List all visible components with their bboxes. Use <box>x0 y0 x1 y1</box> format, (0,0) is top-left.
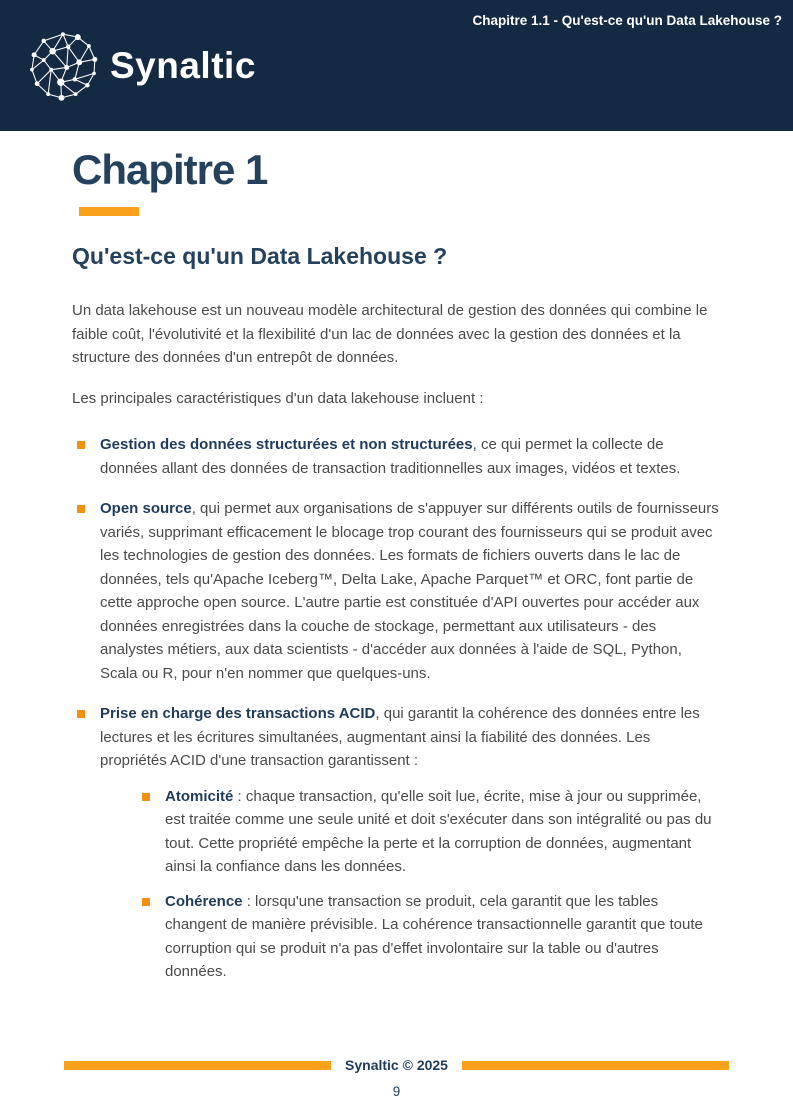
list-item-text <box>165 890 721 984</box>
bullet-square-icon <box>142 793 150 801</box>
footer-copyright: Synaltic © 2025 <box>345 1057 448 1073</box>
list-item-text <box>100 497 721 685</box>
list-item-text <box>100 433 721 480</box>
bullet-square-icon <box>77 441 85 449</box>
list-item-lead: Prise en charge des transactions ACID <box>100 705 376 722</box>
page-title: Chapitre 1 <box>72 146 268 193</box>
list-item-lead: Atomicité <box>165 787 234 805</box>
intro-paragraph: Un data lakehouse est un nouveau modèle architectural de gestion des données qui combine le faible coût, l'évolutivité et la flexibilité d'un lac de données avec la gestion des données et la structure des données d'un entrepôt de données. <box>72 302 708 366</box>
bullet-square-icon <box>77 505 85 513</box>
list-item-text <box>100 702 721 984</box>
list-item <box>72 497 721 685</box>
list-item-text <box>165 785 721 879</box>
list-item-body: , qui garantit la cohérence des données entre les lectures et les écritures simultanées, augmentant ainsi la fiabilité des données. Les propriétés ACID d'une transaction garantissent : <box>100 705 700 769</box>
list-item-lead: Gestion des données structurées et non structurées <box>100 436 473 453</box>
document-body <box>0 131 793 1057</box>
synaltic-logo <box>26 29 256 103</box>
list-item-body: : lorsqu'une transaction se produit, cela garantit que les tables changent de manière prévisible. La cohérence transactionnelle garantit que toute corruption qui se produit n'a pas d'effet involontaire sur la table ou d'autres données. <box>165 892 703 980</box>
list-item-body: : chaque transaction, qu'elle soit lue, écrite, mise à jour ou supprimée, est traitée comme une seule unité et doit s'exécuter dans son intégralité ou pas du tout. Cette propriété empêche la perte et la corruption de données, augmentant ainsi la confiance dans les données. <box>165 787 712 875</box>
list-item <box>137 890 721 984</box>
footer-rule-left <box>64 1061 331 1070</box>
footer-rule-row <box>64 1057 729 1073</box>
list-item-lead: Open source <box>100 500 192 517</box>
page-header <box>0 0 793 131</box>
header-chapter-label: Chapitre 1.1 - Qu'est-ce qu'un Data Lakehouse ? <box>472 13 782 28</box>
page-footer <box>0 1057 793 1114</box>
list-item-body: , qui permet aux organisations de s'appuyer sur différents outils de fournisseurs variés, supprimant efficacement le blocage trop courant des fournisseurs qui se produit avec les technologies de gestion des données. Les formats de fichiers ouverts dans le lac de données, tels qu'Apache Iceberg™, Delta Lake, Apache Parquet™ et ORC, font partie de cette approche open source. L'autre partie est constituée d'API ouvertes pour accéder aux données enregistrées dans la couche de stockage, permettant aux utilisateurs - des analystes métiers, aux data scientists - d'accéder aux données à l'aide de SQL, Python, Scala ou R, pour n'en nommer que quelques-uns. <box>100 500 719 682</box>
section-heading: Qu'est-ce qu'un Data Lakehouse ? <box>72 243 448 269</box>
list-item-body: , ce qui permet la collecte de données allant des données de transaction traditionnelles aux images, vidéos et textes. <box>100 436 681 477</box>
page-number: 9 <box>392 1084 401 1099</box>
list-item <box>137 785 721 879</box>
acid-sublist <box>137 785 721 984</box>
bullet-square-icon <box>142 898 150 906</box>
logo-wordmark: Synaltic <box>110 44 256 86</box>
title-accent-rule <box>79 207 139 216</box>
list-item-lead: Cohérence <box>165 892 243 910</box>
list-item <box>72 433 721 480</box>
list-item <box>72 702 721 984</box>
list-intro-paragraph: Les principales caractéristiques d'un data lakehouse incluent : <box>72 389 484 407</box>
network-sphere-icon <box>26 29 100 103</box>
feature-list <box>72 433 721 984</box>
footer-rule-right <box>462 1061 729 1070</box>
bullet-square-icon <box>77 710 85 718</box>
